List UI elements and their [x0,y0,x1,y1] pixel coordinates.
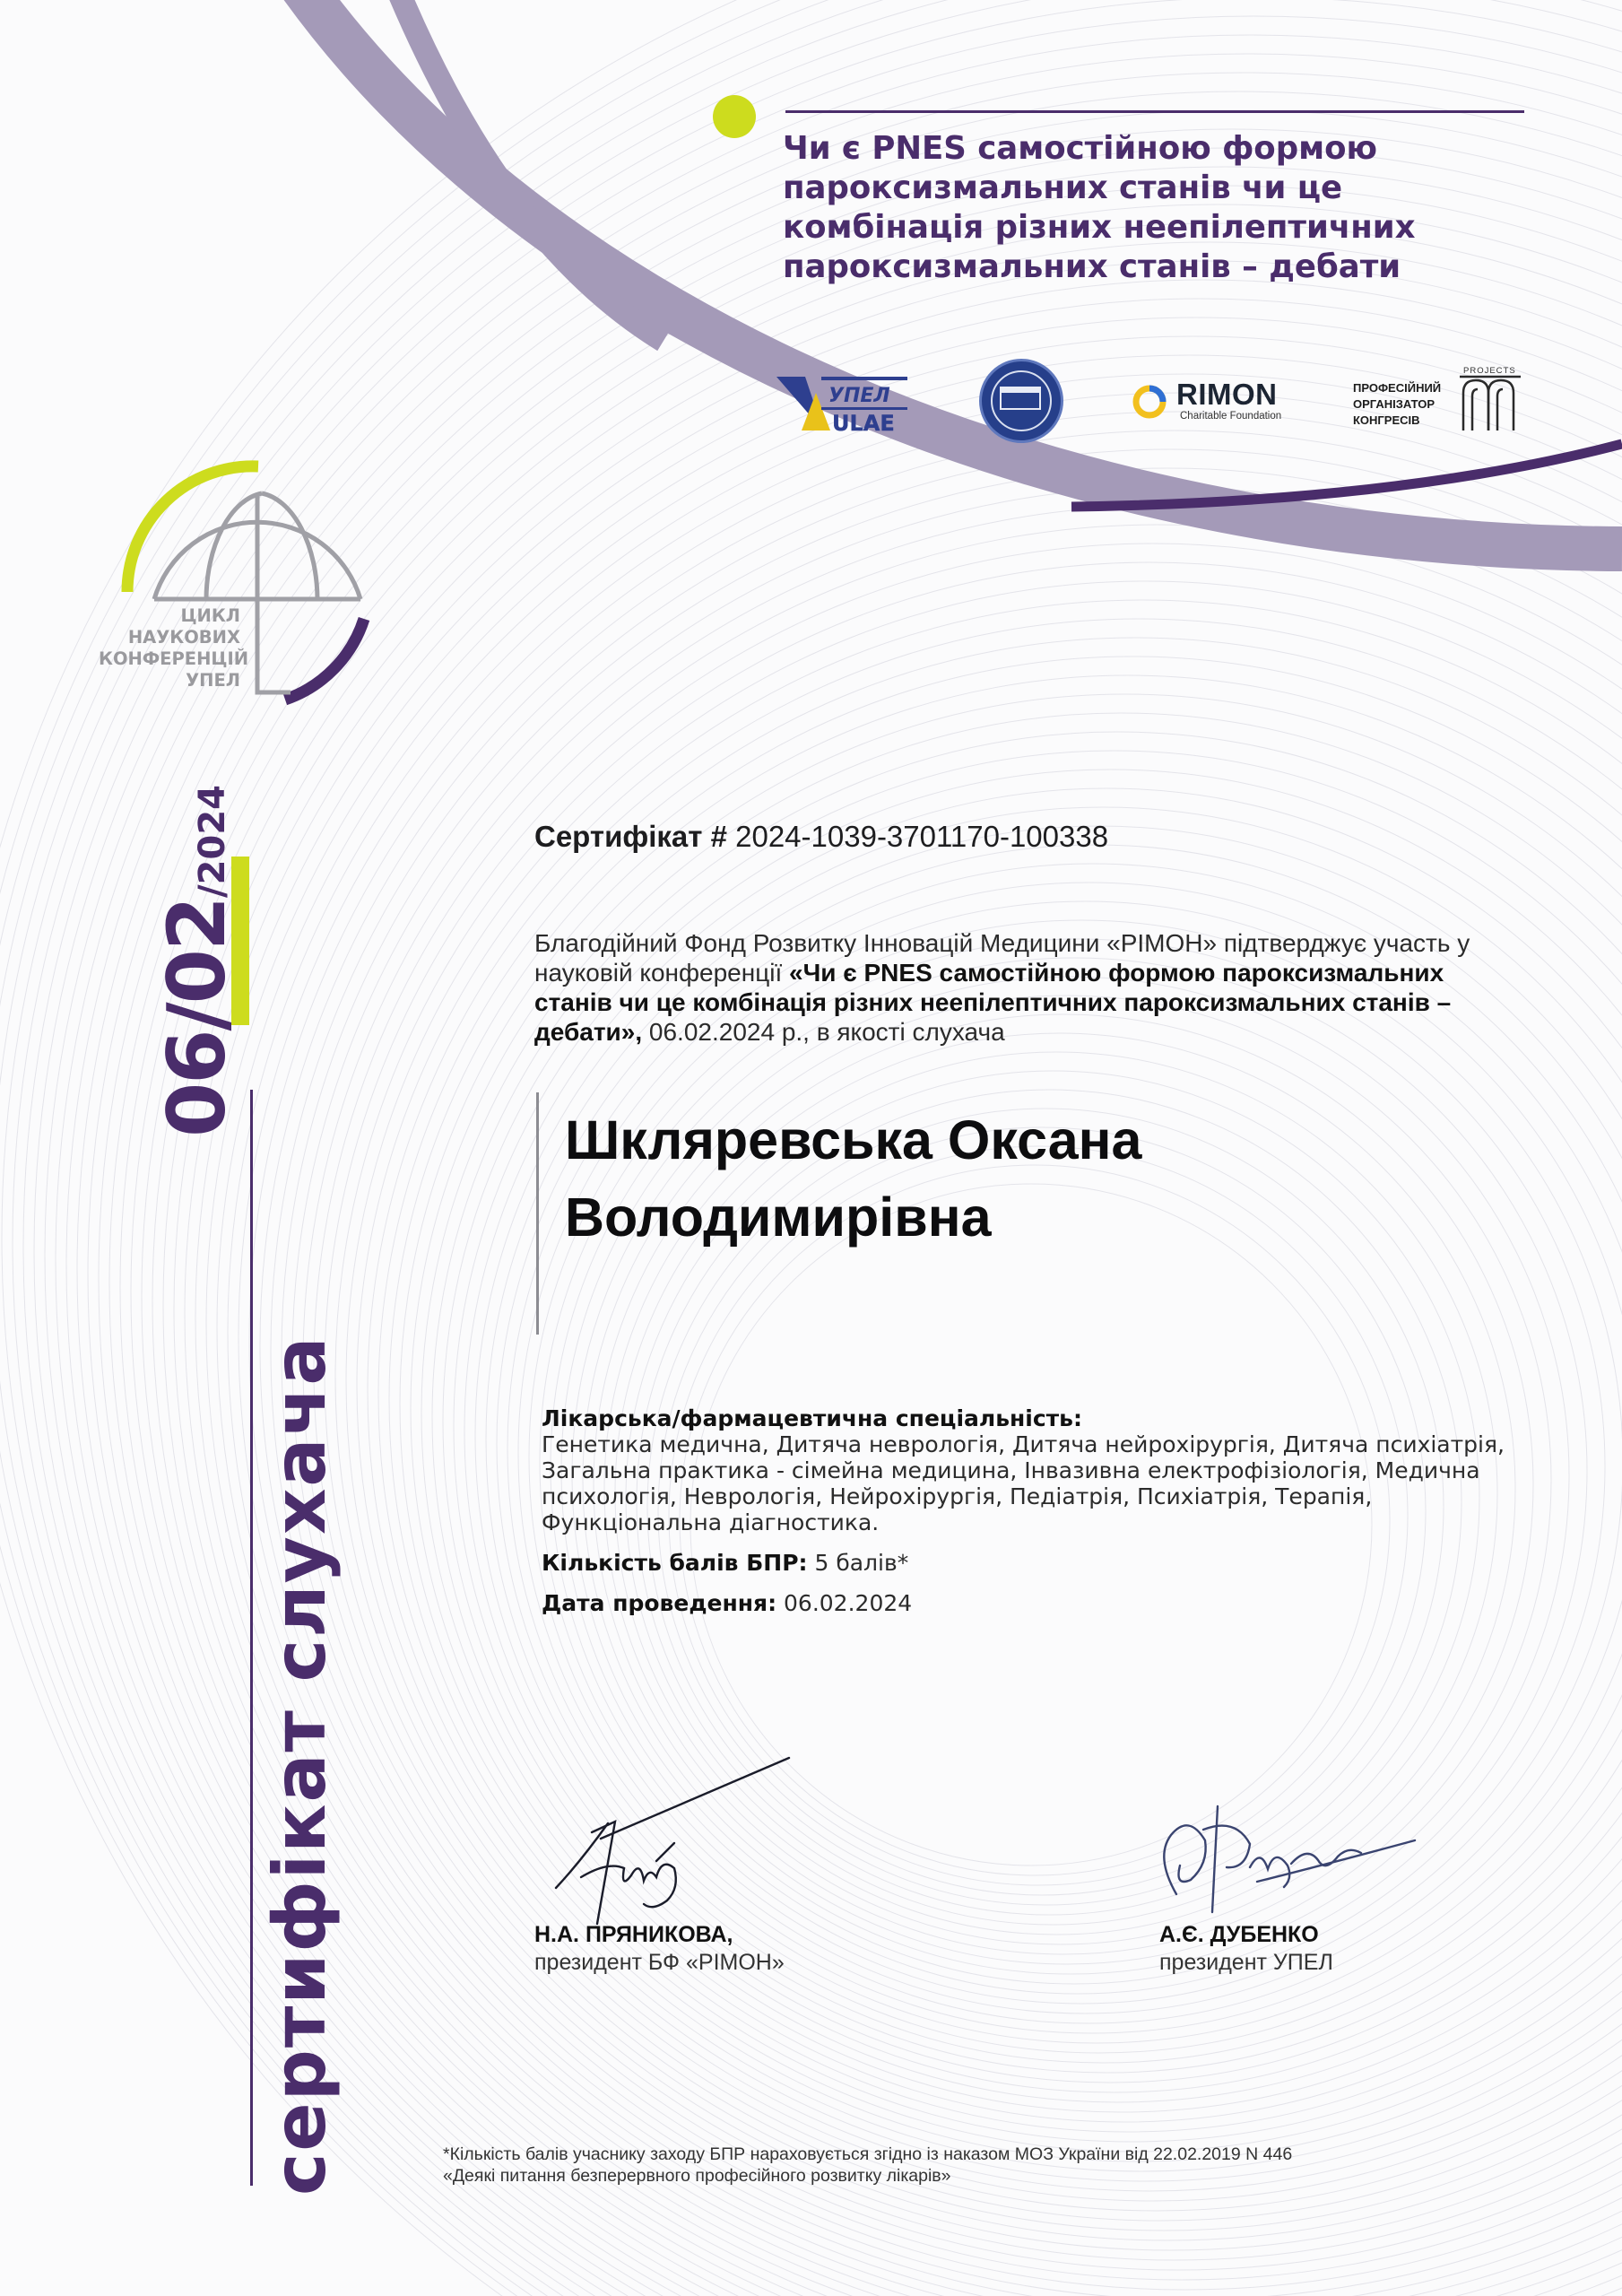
cycle-arc-lime [127,466,258,592]
organizer-line: ОРГАНІЗАТОР [1353,397,1436,411]
guilloche-ring [163,261,1622,2296]
event-title [783,129,1572,287]
projects-logo-label: PROJECTS [1463,366,1516,376]
recipient-name-line: Володимирівна [565,1187,992,1248]
footnote-line: «Деякі питання безперервного професійного розвитку лікарів» [443,2166,951,2186]
event-title-line: Чи є PNES самостійною формою [783,130,1378,167]
points-label: Кількість балів БПР: [542,1550,808,1576]
projects-logo-mark [1460,368,1522,434]
organizer-line: КОНГРЕСІВ [1353,413,1420,427]
certificate-label: Сертифікат # [534,820,727,853]
upel-text: УПЕЛ [828,385,890,407]
points-value: 5 балів* [814,1550,909,1576]
side-divider-line [250,1090,253,2186]
confirmation-text [534,928,1503,1047]
rimon-logo-mark [1132,384,1167,420]
guilloche-ring [228,374,1622,2290]
header-rule [785,110,1524,113]
event-title-line: пароксизмальних станів – дебати [783,248,1401,285]
event-title-line: комбінація різних неепілептичних [783,209,1416,246]
signer-name-1: Н.А. ПРЯНИКОВА, [534,1922,733,1947]
guilloche-ring [239,393,1622,2280]
specialty-label: Лікарська/фармацевтична спеціальність: [542,1405,1082,1431]
guilloche-ring [314,525,1622,2211]
guilloche-ring [217,355,1622,2296]
event-title-line: пароксизмальних станів чи це [783,170,1343,206]
footnote [443,2144,1573,2187]
university-seal-logo [979,359,1063,443]
signer-role-2: президент УПЕЛ [1159,1950,1333,1975]
date-row [542,1590,1510,1616]
seal-building-icon [1000,387,1041,410]
rimon-logo-name: RIMON [1176,378,1278,411]
signer-name-2: А.Є. ДУБЕНКО [1159,1922,1319,1947]
confirmation-text-end: 06.02.2024 р., в якості слухача [642,1018,1005,1046]
certificate-number: 2024-1039-3701170-100338 [735,820,1109,853]
guilloche-ring [271,449,1622,2250]
cycle-text-line: ЦИКЛ [180,605,240,626]
signature-dubenko [1149,1794,1418,1928]
confirmation-event-title: «Чи є PNES самостійною формою пароксизмальних станів чи це комбінація різних неепілептичних пароксизмальних станів – дебати», [534,959,1452,1046]
recipient-name-line: Шклярeвська Оксана [565,1109,1142,1170]
rimon-logo-subtitle: Charitable Foundation [1180,411,1282,422]
certificate-type-label: сертифікат слухача [258,1335,342,2196]
organizer-line: ПРОФЕСІЙНИЙ [1353,381,1442,395]
guilloche-ring [185,299,1622,2296]
cycle-text-line: НАУКОВИХ [127,627,240,648]
cycle-arc-purple [285,619,364,700]
signature-pryanikova [545,1753,796,1928]
organizer-logo-text [1353,380,1441,429]
ulae-text: ULAE [832,411,895,434]
cycle-text-line: УПЕЛ [186,670,240,691]
guilloche-ring [325,544,1622,2201]
conference-cycle-text [99,605,249,691]
certificate-number-line [534,820,1108,854]
upel-ulae-logo [776,375,909,434]
points-row [542,1550,1510,1576]
vertical-date-main: 06/02 [151,897,243,1137]
recipient-rule [536,1092,539,1335]
date-label: Дата проведення: [542,1590,777,1616]
vertical-date-year: /2024 [192,785,233,898]
signer-role-1: президент БФ «РІМОН» [534,1950,785,1975]
accent-dot [713,95,756,138]
specialty-value: Генетика медична, Дитяча неврологія, Дитяча нейрохірургія, Дитяча психіатрія, Загальна практика - сімейна медицина, Інвазивна електрофізіологія, Медична психологія, Неврологія, Нейрохірургія, Педіатрія, Психіатрія, Терапія, Функціональна діагностика. [542,1431,1505,1535]
confirmation-text-start: Благодійний Фонд Розвитку Інновацій Медицини «РІМОН» підтверджує участь у науковій конференції [534,929,1470,987]
guilloche-ring [260,430,1622,2260]
cycle-text-line: КОНФЕРЕНЦІЙ [99,648,249,669]
date-value: 06.02.2024 [784,1590,913,1616]
guilloche-ring [195,317,1622,2296]
footnote-line: *Кількість балів учаснику заходу БПР нараховується згідно із наказом МОЗ України від 22.02.2019 N 446 [443,2144,1293,2164]
recipient-name [565,1101,1372,1256]
certificate-details [542,1405,1510,1616]
